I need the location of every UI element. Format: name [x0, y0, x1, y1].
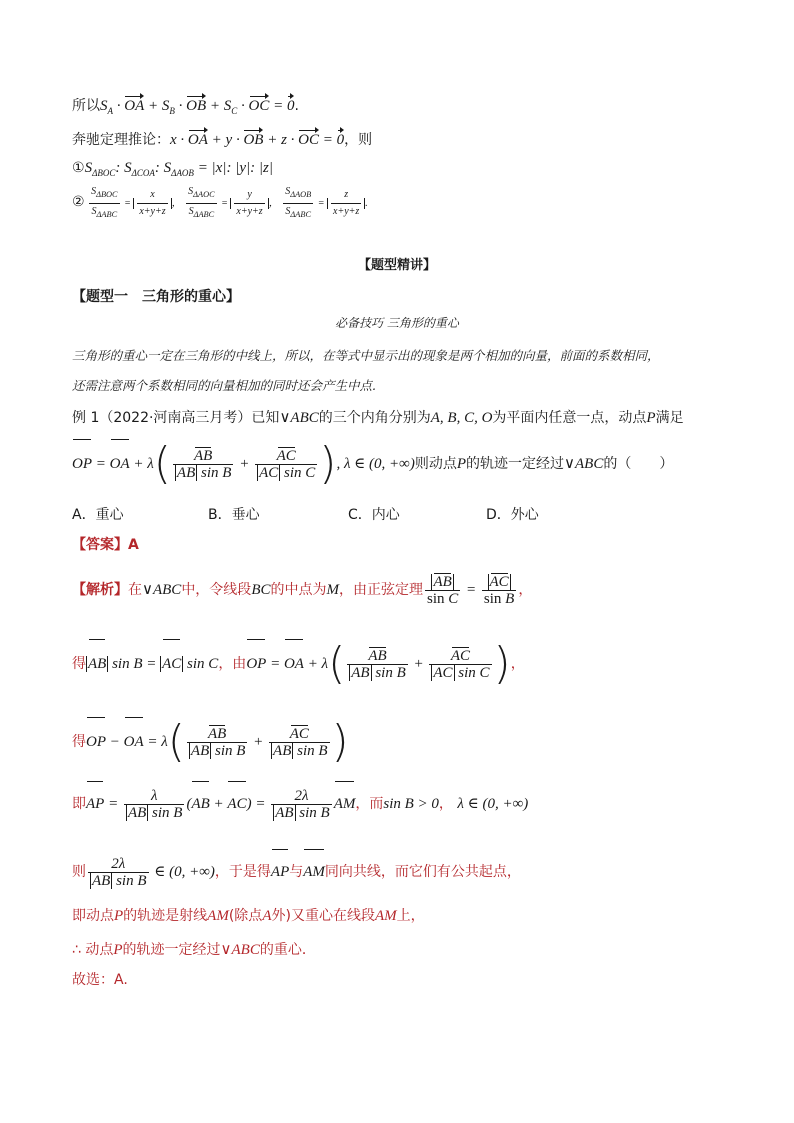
- intro-item-2: ② $\frac{S_{\Delta BOC}}{S_{\Delta ABC}}$ = $\frac{x}{x+y+z}$ ， $\frac{S_{\Delta AOC}}{S_{\Delta ABC}}$ = $\frac{y}{x+y+z}$ ， $\frac{S_{\Delta AOB}}{S_{\Delta ABC}}$ = $\frac{z}{x+y+z}$ .: [72, 186, 368, 219]
- analysis-de-2: 得: [72, 734, 86, 750]
- analysis-label: 【解析】: [72, 582, 128, 598]
- section-header: 【题型精讲】: [357, 258, 436, 273]
- analysis-ji: 即: [72, 796, 86, 812]
- analysis-line-6: 即动点P的轨迹是射线AM(除点A外)又重心在线段AM上，: [72, 908, 425, 924]
- analysis-de-1: 得: [72, 656, 86, 672]
- analysis-gongxian: 同向共线，而它们有公共起点，: [324, 864, 521, 880]
- analysis-line-7-c: 的重心．: [259, 942, 316, 958]
- example-text-c: 满足: [655, 410, 684, 426]
- analysis-line-6-e: 上，: [396, 908, 425, 924]
- intro-item-2-marker: ②: [72, 193, 85, 210]
- analysis-yushi: ，于是得: [214, 864, 271, 880]
- analysis-line-6-c: (除点: [228, 908, 263, 924]
- intro-line-2-suffix: ，则: [344, 132, 373, 148]
- type-heading: 【题型一 三角形的重心】: [72, 289, 240, 305]
- analysis-line-3: 得OP − OA = λ( $\frac{AB}{\text{AB sin B}}$ + $\frac{AC}{\text{AB sin B}}$ ): [72, 716, 349, 767]
- analysis-line-5: 则 $\frac{2\lambda}{\text{AB sin B}}$ ∈ (0, +∞)，于是得AP与AM同向共线，而它们有公共起点，: [72, 850, 521, 894]
- intro-line-2-prefix: 奔驰定理推论：: [72, 132, 170, 148]
- analysis-line-7-a: ∴ 动点: [72, 942, 114, 958]
- analysis-er: ，而: [355, 796, 384, 812]
- example-stem: 例 1（2022·河南高三月考）已知∨ABC的三个内角分别为A, B, C, O为平面内任意一点，动点P满足: [72, 410, 684, 426]
- intro-item-1-marker: ①: [72, 160, 85, 176]
- analysis-line-6-a: 即动点: [72, 908, 114, 924]
- intro-item-1: $①S_{\Delta BOC}$: $S_{\Delta COA}$: $S_{\Delta AOB} = |x|$: |y|: |z|: [72, 160, 273, 178]
- analysis-line-4: 即AP = $\frac{\lambda}{\text{AB sin B}}$ (AB + AC) = $\frac{2\lambda}{\text{AB sin B}}$ AM，而sin B > 0， λ ∈ (0, +∞): [72, 782, 528, 826]
- analysis-line-1: 【解析】在∨ABC中，令线段BC的中点为M，由正弦定理 $\frac{AB}{\text{sin C}}$ = $\frac{AC}{\text{sin B}}$ ，: [72, 574, 533, 608]
- analysis-t1: 在: [128, 582, 142, 598]
- intro-line-1: 所以$S_A$ · OA + $S_B$ · OB + $S_C$ · OC = 0.: [72, 98, 299, 116]
- skill-body-line-1: 三角形的重心一定在三角形的中线上，所以，在等式中显示出的现象是两个相加的向量，前面的系数相同，: [72, 348, 660, 363]
- option-c: C．内心: [348, 507, 400, 523]
- analysis-yu: 与: [289, 864, 304, 880]
- option-d: D．外心: [486, 507, 539, 523]
- analysis-line-6-d: 外)又重心在线段: [271, 908, 375, 924]
- analysis-t4: ，由正弦定理: [338, 582, 423, 598]
- example-text-b: 为平面内任意一点，动点: [492, 410, 647, 426]
- analysis-t2: 中，令线段: [181, 582, 252, 598]
- answer: 【答案】A: [72, 537, 139, 553]
- analysis-t3: 的中点为: [270, 582, 327, 598]
- example-label: 例 1（2022·河南高三月考）已知: [72, 410, 280, 426]
- intro-line-1-prefix: 所以: [72, 98, 100, 114]
- analysis-line-2: 得 AB sin B = AC sin C，由OP = OA + λ( $\frac{AB}{\text{AB sin B}}$ + $\frac{AC}{\text{AC sin C}}$ )，: [72, 638, 525, 689]
- analysis-line-7: ∴ 动点P的轨迹一定经过∨ABC的重心．: [72, 942, 316, 958]
- intro-line-2: 奔驰定理推论：x · OA + y · OB + z · OC = 0，则: [72, 132, 373, 148]
- option-a: A．重心: [72, 507, 124, 523]
- analysis-line-6-b: 的轨迹是射线: [123, 908, 208, 924]
- example-cond-text-c: 的（ ）: [603, 456, 674, 472]
- skill-body-line-2: 还需注意两个系数相同的向量相加的同时还会产生中点.: [72, 378, 376, 393]
- example-text-a: 的三个内角分别为: [318, 410, 431, 426]
- analysis-ze: 则: [72, 864, 86, 880]
- example-condition: OP = OA + λ( $\frac{AB}{\text{AB sin B}}$ + $\frac{AC}{\text{AC sin C}}$ ), λ ∈ (0, +∞)则动点P的轨迹一定经过∨ABC的（ ）: [72, 438, 674, 489]
- analysis-you: ，由: [218, 656, 247, 672]
- option-b: B．垂心: [208, 507, 260, 523]
- analysis-line-7-b: 的轨迹一定经过: [122, 942, 221, 958]
- example-cond-text-b: 的轨迹一定经过: [466, 456, 565, 472]
- analysis-final: 故选：A.: [72, 972, 128, 988]
- skill-title: 必备技巧 三角形的重心: [335, 316, 459, 330]
- example-cond-text: 则动点: [414, 456, 457, 472]
